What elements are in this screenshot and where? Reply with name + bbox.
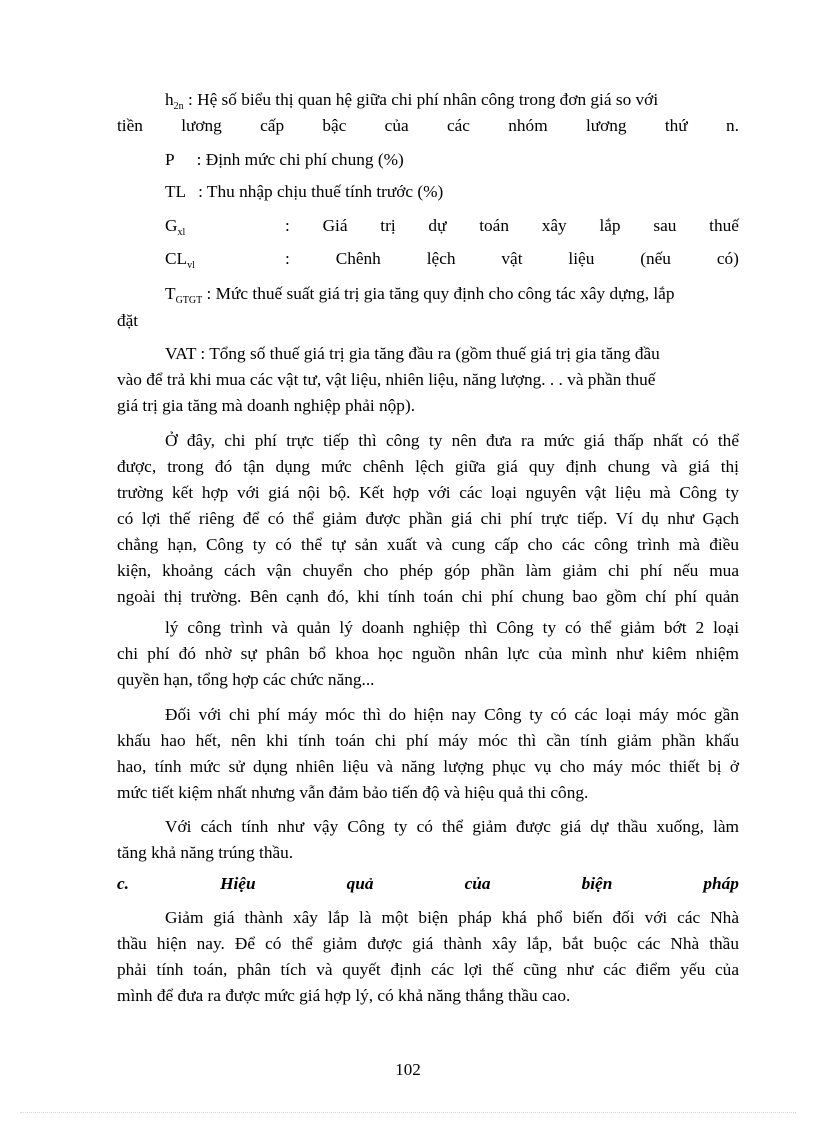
def-tl: [165, 176, 739, 208]
word: vật: [501, 249, 523, 268]
word: (nếu: [640, 249, 671, 268]
def-clvl-symbol: $CL_{vl}$: [165, 249, 195, 271]
word: của: [464, 874, 491, 893]
word: thứ: [664, 116, 688, 135]
footer-divider: [20, 1112, 796, 1113]
word: xây: [541, 216, 567, 235]
word: :: [285, 216, 290, 235]
def-p-symbol: P: [165, 150, 175, 169]
text-line: quyền hạn, tổng hợp các chức năng...: [117, 670, 375, 689]
def-tgtgt-line2: đặt: [117, 311, 139, 330]
section-heading: [117, 868, 739, 900]
word: trị: [380, 216, 396, 235]
word: có): [716, 249, 739, 268]
word: n.: [725, 116, 739, 135]
page-number: 102: [395, 1060, 421, 1079]
def-clvl: [165, 243, 739, 275]
word: biện: [581, 874, 613, 893]
def-vat-line3: giá trị gia tăng mà doanh nghiệp phải nộp).: [117, 396, 416, 415]
word: liệu: [568, 249, 595, 268]
text-line: phải tính toán, phân tích và quyết định các lợi thế cũng như các điểm yếu của: [117, 960, 739, 979]
def-vat-line2: vào để trả khi mua các vật tư, vật liệu, nhiên liệu, năng lượng. . . và phần thuế: [117, 370, 656, 389]
word: Giá: [322, 216, 348, 235]
text-line: chi phí đó nhờ sự phân bổ khoa học nguồn nhân lực của mình như kiêm nhiệm: [117, 644, 739, 663]
word: lệch: [426, 249, 456, 268]
text-line: lý công trình và quản lý doanh nghiệp thì Công ty có thể giảm bớt 2 loại: [165, 618, 739, 637]
word: :: [285, 249, 290, 268]
def-h2n-line2: [117, 110, 739, 142]
word: quả: [346, 874, 374, 893]
word: các: [446, 116, 470, 135]
word: thuế: [709, 216, 739, 235]
text-line: có lợi thế riêng để có thể giảm được phần giá chi phí trực tiếp. Ví dụ như Gạch: [117, 509, 739, 528]
word: tiền: [117, 116, 143, 135]
text-line: chẳng hạn, Công ty có thể tự sản xuất và cung cấp cho các công trình mà điều: [117, 535, 739, 554]
text-line: thầu hiện nay. Để có thể giảm được giá thành xây lắp, bắt buộc các Nhà thầu: [117, 934, 739, 953]
word: Hiệu: [220, 874, 256, 893]
word: pháp: [703, 874, 739, 893]
word: lắp: [599, 216, 621, 235]
text-line: mình để đưa ra được mức giá hợp lý, có khả năng thắng thầu cao.: [117, 986, 571, 1005]
word: dự: [428, 216, 447, 235]
word: c.: [117, 874, 129, 893]
def-p: [165, 144, 739, 176]
text-line: Ở đây, chi phí trực tiếp thì công ty nên đưa ra mức giá thấp nhất có thể: [165, 431, 739, 450]
text-line: Đối với chi phí máy móc thì do hiện nay Công ty có các loại máy móc gần: [165, 705, 739, 724]
text-line: Với cách tính như vậy Công ty có thể giảm được giá dự thầu xuống, làm: [165, 817, 739, 836]
text-line: được, trong đó tận dụng mức chênh lệch giữa giá quy định chung và giá thị: [117, 457, 739, 476]
word: lương: [181, 116, 222, 135]
text-line: mức tiết kiệm nhất nhưng vẫn đảm bảo tiến độ và hiệu quả thi công.: [117, 783, 589, 802]
word: toán: [479, 216, 509, 235]
word: sau: [653, 216, 677, 235]
def-h2n-symbol: $h_{2n}$: [165, 90, 184, 112]
def-gxl-text: [285, 210, 739, 242]
word: lương: [585, 116, 627, 135]
def-p-text: : Định mức chi phí chung (%): [196, 150, 404, 169]
def-tgtgt-symbol: $T_{GTGT}$: [165, 284, 203, 306]
word: nhóm: [508, 116, 548, 135]
word: cấp: [260, 116, 285, 135]
def-gxl: [165, 210, 739, 242]
text-line: khấu hao hết, nên khi tính toán chi phí máy móc thì cần tính giảm phần khấu: [117, 731, 739, 750]
def-tgtgt-text: : Mức thuế suất giá trị gia tăng quy định cho công tác xây dựng, lắp: [202, 284, 675, 303]
text-line: kiện, khoảng cách vận chuyển cho phép góp phần làm giảm chi phí nếu mua: [117, 561, 739, 580]
word: bậc: [322, 116, 347, 135]
word: Chênh: [335, 249, 381, 268]
text-line: ngoài thị trường. Bên cạnh đó, khi tính toán chi phí chung bao gồm chí phí quản: [117, 587, 739, 606]
def-h2n-text: : Hệ số biểu thị quan hệ giữa chi phí nhân công trong đơn giá so với: [183, 90, 659, 109]
word: của: [384, 116, 409, 135]
def-gxl-symbol: $G_{xl}$: [165, 216, 186, 238]
def-tl-symbol: TL: [165, 182, 187, 201]
text-line: Giảm giá thành xây lắp là một biện pháp khá phổ biến đối với các Nhà: [165, 908, 739, 927]
text-line: tăng khả năng trúng thầu.: [117, 843, 294, 862]
def-clvl-text: [285, 243, 739, 275]
text-line: trường kết hợp với giá nội bộ. Kết hợp với các loại nguyên vật liệu mà Công ty: [117, 483, 739, 502]
def-tl-text: : Thu nhập chịu thuế tính trước (%): [198, 182, 444, 201]
def-vat-line1: VAT : Tổng số thuế giá trị gia tăng đầu ra (gồm thuế giá trị gia tăng đầu: [165, 344, 660, 363]
text-line: hao, tính mức sử dụng nhiên liệu và năng lượng phục vụ cho máy móc thiết bị ở: [117, 757, 739, 776]
